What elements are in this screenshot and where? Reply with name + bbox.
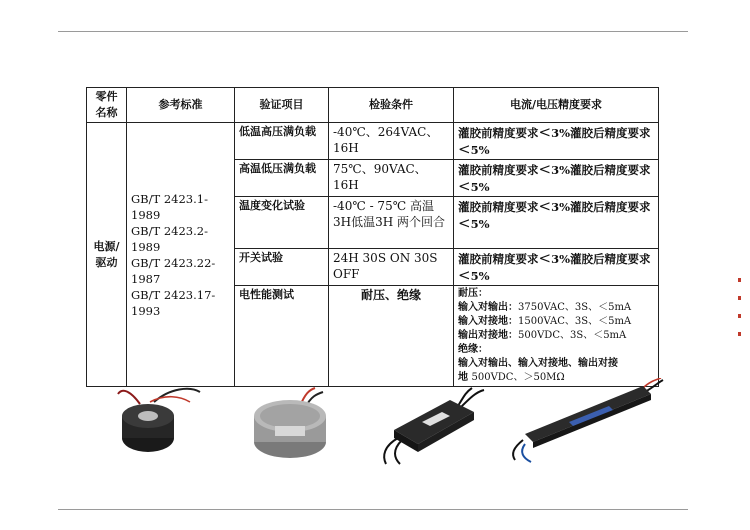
insulation-title: 绝缘： (458, 344, 488, 355)
long-driver-icon (505, 378, 665, 463)
side-mark (738, 332, 741, 336)
driver-box-icon (380, 386, 490, 468)
top-rule (58, 31, 688, 32)
test-item: 温度变化试验 (235, 197, 329, 249)
standard-line: GB/T 2423.2-1989 (131, 223, 208, 254)
table-row (87, 123, 659, 160)
standard-line: GB/T 2423.17-1993 (131, 287, 216, 318)
test-condition: 75℃、90VAC、16H (329, 160, 454, 197)
withstand-title: 耐压： (458, 288, 488, 299)
toroidal-transformer-icon (110, 382, 205, 462)
accuracy-requirement: 灌胶前精度要求<3%灌胶后精度要求<5% (454, 197, 659, 249)
withstand-line: 输入对接地：1500VAC、3S、＜5mA (458, 316, 632, 327)
spec-table (86, 87, 659, 387)
test-condition: 24H 30S ON 30S OFF (329, 249, 454, 286)
bottom-rule (58, 509, 688, 510)
test-item: 低温高压满负载 (235, 123, 329, 160)
header-test-item: 验证项目 (235, 88, 329, 123)
accuracy-requirement: 灌胶前精度要求<3%灌胶后精度要求<5% (454, 123, 659, 160)
insulation-line: 输入对输出、输入对接地、输出对接地 500VDC、＞50MΩ (458, 358, 618, 383)
potted-transformer-icon (245, 384, 340, 466)
withstand-line: 输入对输出：3750VAC、3S、＜5mA (458, 302, 632, 313)
header-accuracy: 电流/电压精度要求 (454, 88, 659, 123)
header-condition: 检验条件 (329, 88, 454, 123)
side-mark (738, 278, 741, 282)
accuracy-requirement: 灌胶前精度要求<3%灌胶后精度要求<5% (454, 160, 659, 197)
test-condition: -40℃、264VAC、16H (329, 123, 454, 160)
header-part: 零件名称 (87, 88, 127, 123)
test-item: 开关试验 (235, 249, 329, 286)
test-item: 高温低压满负载 (235, 160, 329, 197)
side-mark (738, 314, 741, 318)
header-standard: 参考标准 (127, 88, 235, 123)
withstand-line: 输出对接地：500VDC、3S、＜5mA (458, 330, 627, 341)
side-marks (738, 278, 744, 350)
side-mark (738, 296, 741, 300)
electrical-requirements (454, 286, 659, 387)
standards-cell (127, 123, 235, 387)
standard-line: GB/T 2423.22-1987 (131, 255, 216, 286)
standard-line: GB/T 2423.1-1989 (131, 191, 208, 222)
part-name-cell: 电源/驱动 (87, 123, 127, 387)
test-item: 电性能测试 (235, 286, 329, 387)
test-condition: 耐压、绝缘 (329, 286, 454, 387)
accuracy-requirement: 灌胶前精度要求<3%灌胶后精度要求<5% (454, 249, 659, 286)
test-condition: -40℃ - 75℃ 高温3H低温3H 两个回合 (329, 197, 454, 249)
